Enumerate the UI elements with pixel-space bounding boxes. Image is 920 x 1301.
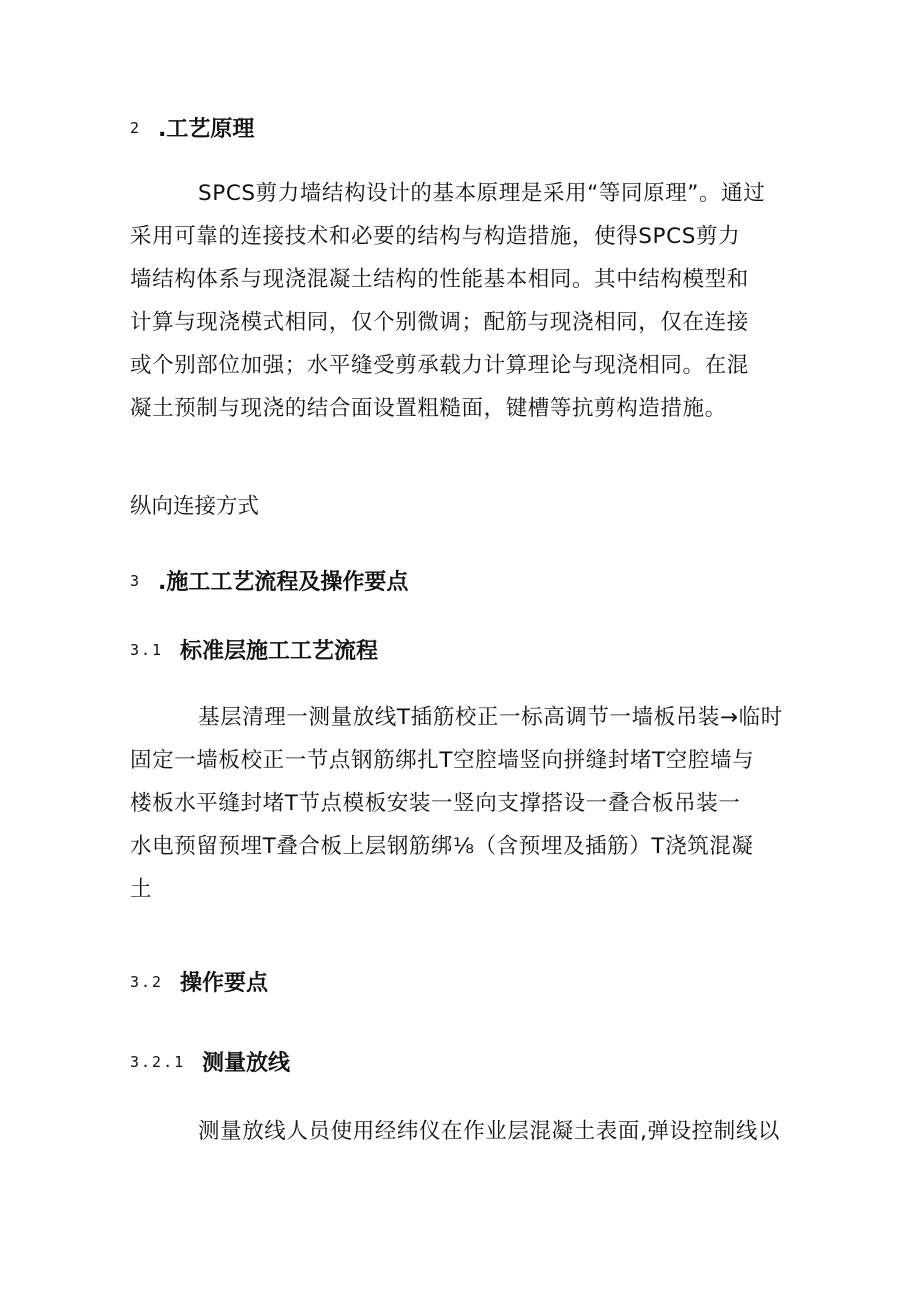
flow-line: 固定一墙板校正一节点钢筋绑扎T空腔墙竖向拼缝封堵T空腔墙与	[130, 748, 755, 773]
section-3-1-heading	[130, 634, 378, 665]
section-number: 2	[130, 118, 142, 137]
section-number: 3.2.1	[130, 1052, 186, 1071]
section-3-2-heading	[130, 966, 268, 997]
survey-paragraph	[130, 1110, 790, 1153]
section-title: 测量放线	[202, 1051, 291, 1076]
principle-line: 采用可靠的连接技术和必要的结构与构造措施，使得SPCS剪力	[130, 224, 741, 249]
section-3-heading	[130, 565, 408, 596]
principle-line: 或个别部位加强；水平缝受剪承载力计算理论与现浇相同。在混	[130, 353, 749, 378]
survey-line: 测量放线人员使用经纬仪在作业层混凝土表面,弹设控制线以	[198, 1119, 781, 1144]
principle-line: 计算与现浇模式相同，仅个别微调；配筋与现浇相同，仅在连接	[130, 310, 749, 335]
section-number: 3.2	[130, 972, 164, 991]
section-title: .施工工艺流程及操作要点	[158, 570, 409, 595]
section-number: 3	[130, 571, 142, 590]
flow-line: 基层清理一测量放线T插筋校正一标高调节一墙板吊装→临时	[198, 705, 783, 730]
principle-line: SPCS剪力墙结构设计的基本原理是采用“等同原理”。通过	[198, 181, 766, 206]
principle-line: 凝土预制与现浇的结合面设置粗糙面，键槽等抗剪构造措施。	[130, 396, 727, 421]
section-title: 标准层施工工艺流程	[180, 639, 379, 664]
flow-line: 楼板水平缝封堵T节点模板安装一竖向支撑搭设一叠合板吊装一	[130, 791, 741, 816]
section-2-heading	[130, 112, 254, 143]
longitudinal-connection-text: 纵向连接方式	[130, 494, 260, 519]
section-title: 操作要点	[180, 971, 269, 996]
principle-line: 墙结构体系与现浇混凝土结构的性能基本相同。其中结构模型和	[130, 267, 749, 292]
flow-line: 水电预留预埋T叠合板上层钢筋绑⅛（含预埋及插筋）T浇筑混凝	[130, 834, 754, 859]
section-3-2-1-heading	[130, 1046, 290, 1077]
process-flow-paragraph	[130, 696, 790, 911]
principle-paragraph	[130, 172, 790, 430]
flow-line: 土	[130, 877, 153, 902]
section-number: 3.1	[130, 640, 164, 659]
section-title: .工艺原理	[158, 117, 255, 142]
